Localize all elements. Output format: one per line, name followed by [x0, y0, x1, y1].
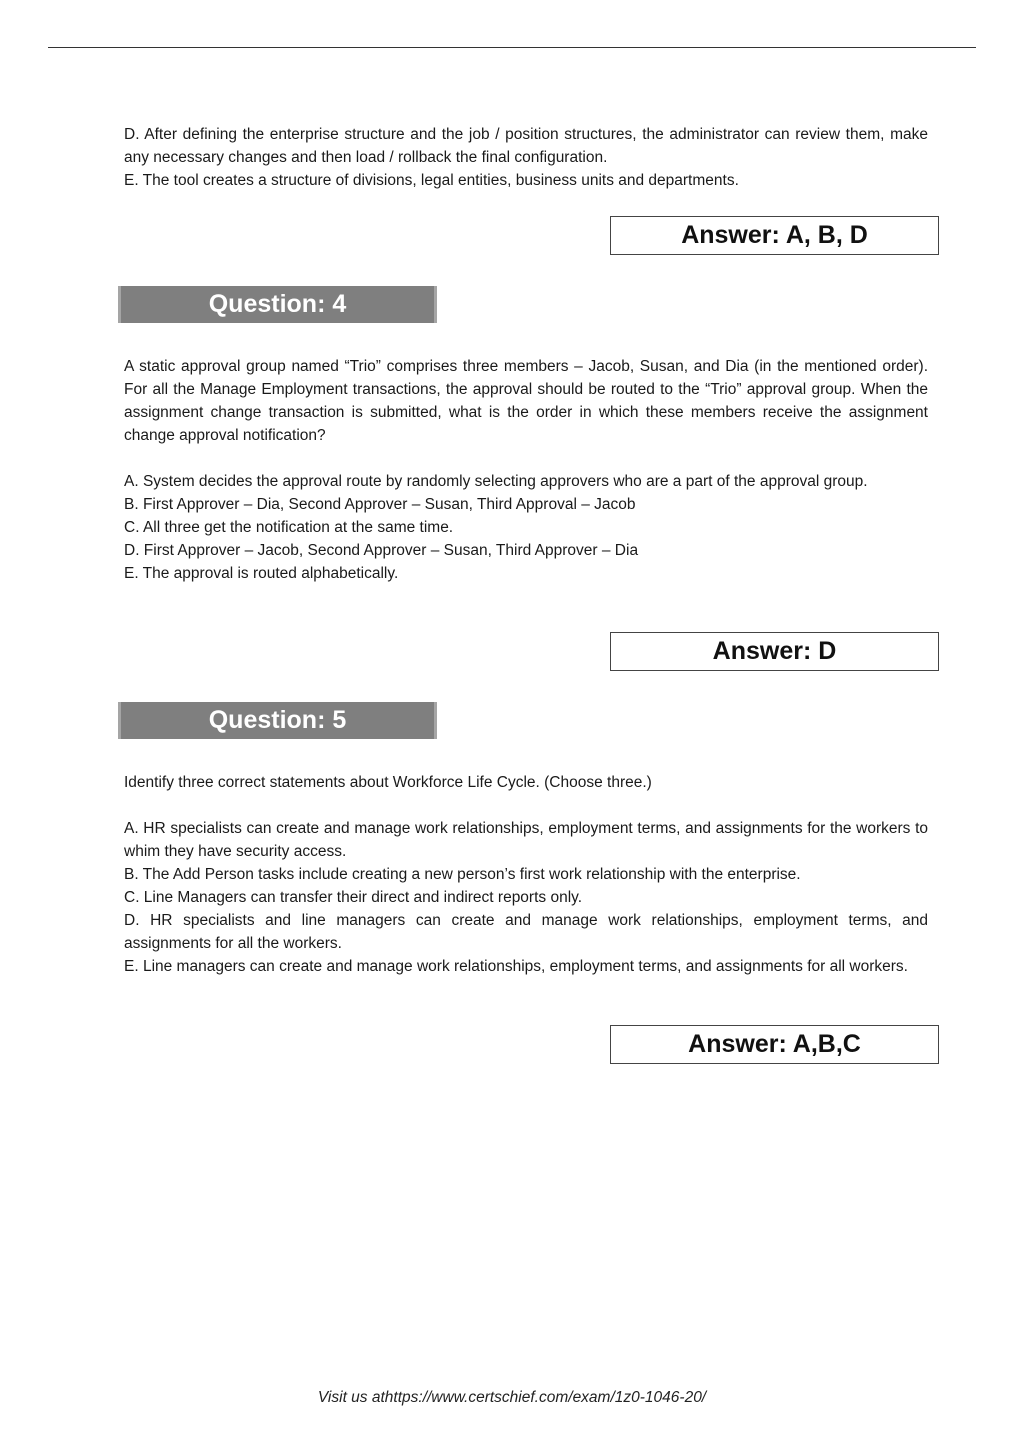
option-d: D. HR specialists and line managers can create and manage work relationships, employment terms, and assignments for all the workers.	[124, 912, 928, 952]
question-4-answer-box: Answer: D	[610, 632, 939, 671]
option-a: A. System decides the approval route by randomly selecting approvers who are a part of the approval group.	[124, 473, 868, 490]
prev-question-options	[124, 123, 928, 192]
option-e: E. The approval is routed alphabetically.	[124, 565, 399, 582]
option-d: D. After defining the enterprise structure and the job / position structures, the administrator can review them, make any necessary changes and then load / rollback the final configuration.	[124, 126, 928, 166]
question-5-stem: Identify three correct statements about Workforce Life Cycle. (Choose three.)	[124, 774, 652, 791]
question-4-stem: A static approval group named “Trio” comprises three members – Jacob, Susan, and Dia (in the mentioned order). For all the Manage Employment transactions, the approval should be routed to the “Trio” approval group. When the assignment change transaction is submitted, what is the order in which these members receive the assignment change approval notification?	[124, 358, 928, 444]
option-e: E. The tool creates a structure of divisions, legal entities, business units and departments.	[124, 172, 739, 189]
option-c: C. Line Managers can transfer their direct and indirect reports only.	[124, 889, 583, 906]
option-c: C. All three get the notification at the same time.	[124, 519, 454, 536]
prev-answer-box: Answer: A, B, D	[610, 216, 939, 255]
option-d: D. First Approver – Jacob, Second Approver – Susan, Third Approver – Dia	[124, 542, 639, 559]
option-b: B. The Add Person tasks include creating a new person’s first work relationship with the enterprise.	[124, 866, 801, 883]
header-rule	[48, 47, 976, 48]
footer-link-text[interactable]: Visit us athttps://www.certschief.com/exam/1z0-1046-20/	[317, 1389, 707, 1406]
option-a: A. HR specialists can create and manage work relationships, employment terms, and assignments for the workers to whim they have security access.	[124, 820, 928, 860]
option-b: B. First Approver – Dia, Second Approver – Susan, Third Approval – Jacob	[124, 496, 636, 513]
question-4-body	[124, 355, 928, 585]
option-e: E. Line managers can create and manage work relationships, employment terms, and assignments for all workers.	[124, 958, 908, 975]
question-5-body	[124, 771, 928, 978]
question-5-answer-box: Answer: A,B,C	[610, 1025, 939, 1064]
question-5-heading: Question: 5	[118, 702, 437, 739]
question-4-heading: Question: 4	[118, 286, 437, 323]
